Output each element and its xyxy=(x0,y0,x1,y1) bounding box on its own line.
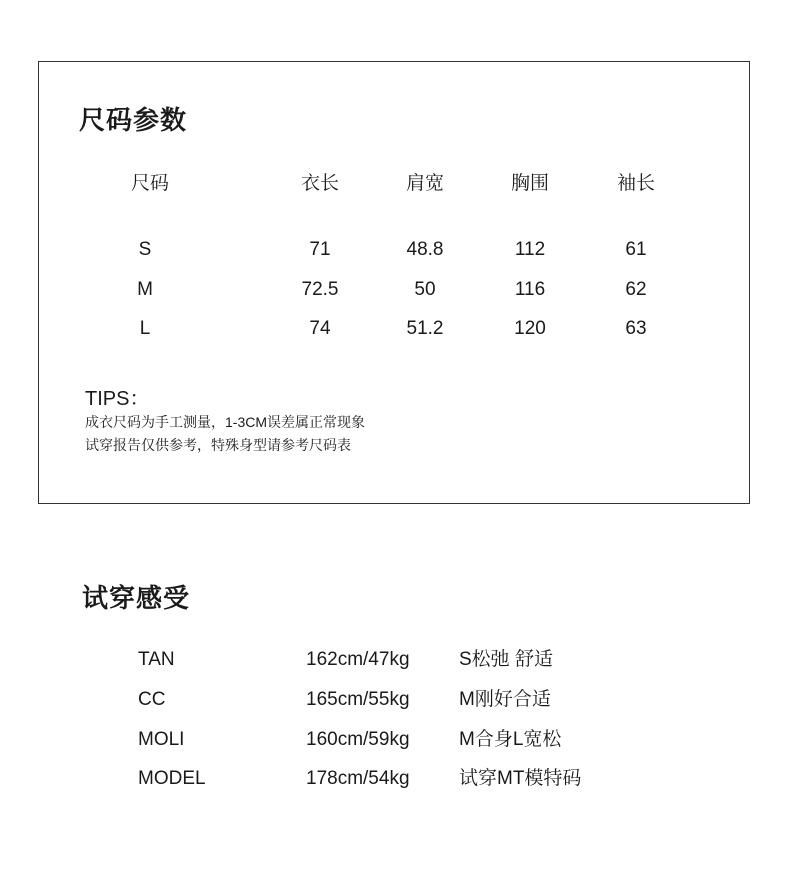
size-header-size: 尺码 xyxy=(130,173,170,194)
tips-line: 成衣尺码为手工测量，1-3CM误差属正常现象 xyxy=(85,414,366,430)
fit-model-measure: 165cm/55kg xyxy=(306,689,410,710)
tips-title: TIPS： xyxy=(85,388,150,410)
fit-model-name: TAN xyxy=(138,649,175,670)
size-header-sleeve: 袖长 xyxy=(616,173,656,194)
size-header-length: 衣长 xyxy=(300,173,340,194)
size-cell: S xyxy=(138,239,152,260)
size-cell: 112 xyxy=(514,239,546,260)
size-cell: 74 xyxy=(309,318,331,339)
fit-report-title: 试穿感受 xyxy=(82,583,191,613)
size-cell: 61 xyxy=(625,239,647,260)
fit-model-comment: M刚好合适 xyxy=(459,689,551,710)
size-cell: 50 xyxy=(414,279,436,300)
size-cell: 116 xyxy=(514,279,546,300)
fit-model-comment: 试穿MT模特码 xyxy=(459,768,582,789)
fit-model-name: CC xyxy=(138,689,166,710)
fit-model-name: MOLI xyxy=(138,729,185,750)
size-cell: 51.2 xyxy=(406,318,444,339)
size-header-chest: 胸围 xyxy=(510,173,550,194)
fit-model-measure: 160cm/59kg xyxy=(306,729,410,750)
size-cell: L xyxy=(139,318,151,339)
size-cell: 71 xyxy=(309,239,331,260)
fit-model-name: MODEL xyxy=(138,768,206,789)
size-cell: M xyxy=(137,279,153,300)
fit-model-measure: 178cm/54kg xyxy=(306,768,410,789)
fit-model-comment: S松弛 舒适 xyxy=(459,649,553,670)
size-chart-title: 尺码参数 xyxy=(79,105,188,135)
size-cell: 63 xyxy=(625,318,647,339)
size-chart-panel xyxy=(38,61,750,504)
size-cell: 120 xyxy=(514,318,546,339)
size-cell: 62 xyxy=(625,279,647,300)
fit-model-measure: 162cm/47kg xyxy=(306,649,410,670)
fit-model-comment: M合身L宽松 xyxy=(459,729,562,750)
size-cell: 48.8 xyxy=(406,239,444,260)
size-header-shoulder: 肩宽 xyxy=(405,173,445,194)
tips-line: 试穿报告仅供参考，特殊身型请参考尺码表 xyxy=(85,437,351,453)
size-cell: 72.5 xyxy=(301,279,339,300)
